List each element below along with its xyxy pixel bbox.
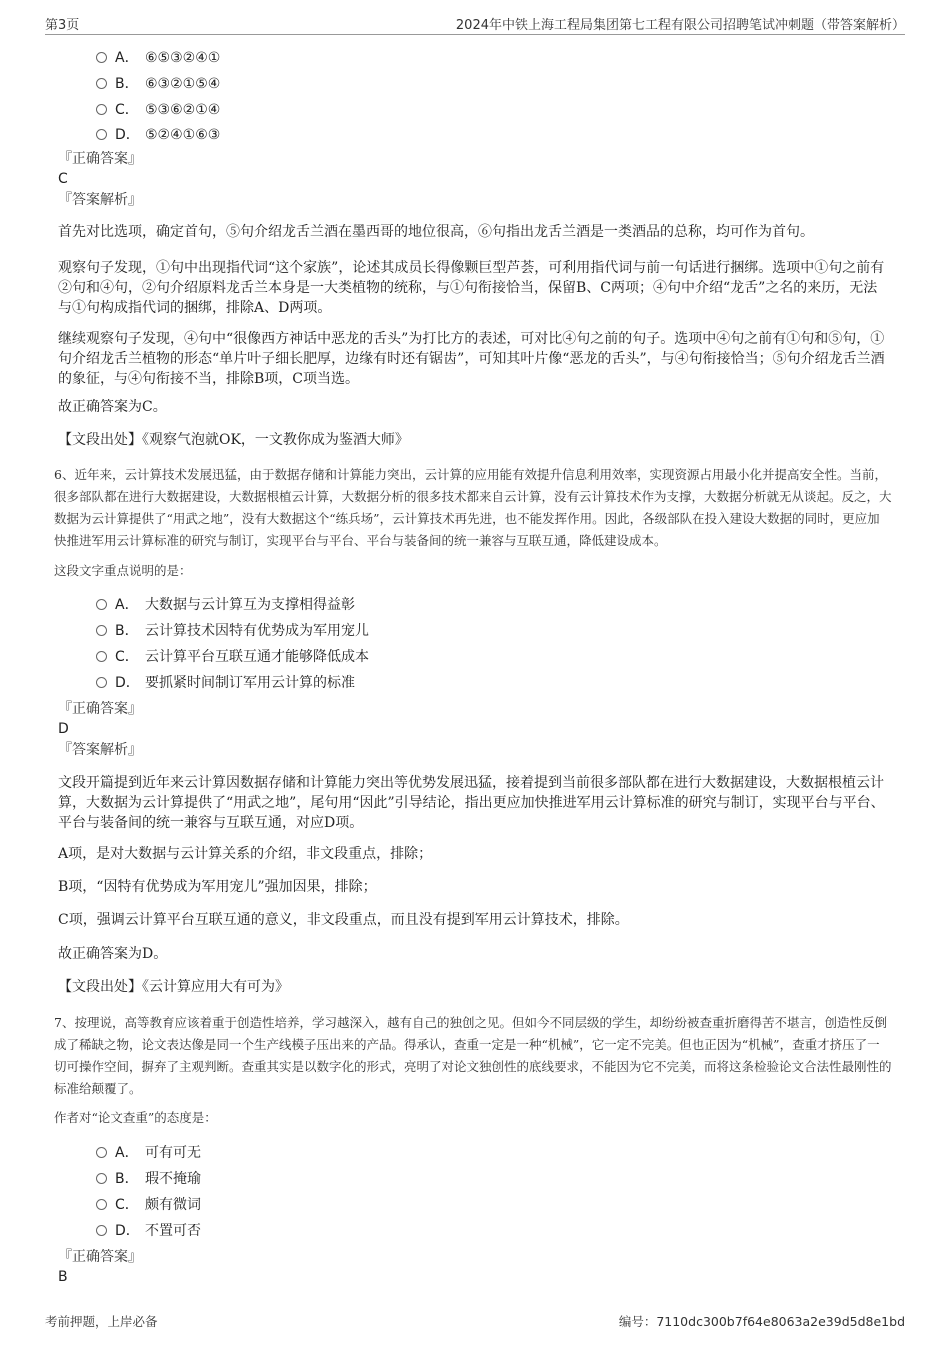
q7-answer-label: 『正确答案』 [58,1249,142,1265]
q6-answer: D [58,721,69,737]
q5-option-d[interactable]: D． ⑤②④①⑥③ [96,125,220,145]
q6-option-b[interactable]: B． 云计算技术因特有优势成为军用宠儿 [96,621,369,641]
q6-answer-label: 『正确答案』 [58,701,142,717]
q6-analysis-paragraph: C项，强调云计算平台互联互通的意义，非文段重点，而且没有提到军用云计算技术，排除。 [58,912,629,928]
radio-icon[interactable] [96,1199,107,1210]
radio-icon[interactable] [96,104,107,115]
q6-option-a[interactable]: A． 大数据与云计算互为支撑相得益彰 [96,595,355,615]
radio-icon[interactable] [96,677,107,688]
q6-source: 【文段出处】《云计算应用大有可为》 [58,979,289,995]
q5-analysis-paragraph: 首先对比选项，确定首句，⑤句介绍龙舌兰酒在墨西哥的地位很高，⑥句指出龙舌兰酒是一类酒品的总称，均可作为首句。 [58,224,814,240]
q7-question: 作者对“论文查重”的态度是： [54,1110,217,1125]
q7-answer: B [58,1269,68,1285]
q5-answer: C [58,171,68,187]
q7-option-b[interactable]: B． 瑕不掩瑜 [96,1169,201,1189]
q7-stem: 7、按理说，高等教育应该着重于创造性培养，学习越深入，越有自己的独创之见。但如今不同层级的学生，却纷纷被查重折磨得苦不堪言，创造性反倒成了稀缺之物，论文表达像是同一个生产线模子压出来的产品。得承认，查重一定是一种“机械”，它一定不完美。但也正因为“机械”，查重才挤压了一切可操作空间，摒弃了主观判断。查重其实是以数字化的形式，亮明了对论文独创性的底线要求，不能因为它不完美，而将这条检验论文合法性最刚性的标准给颠覆了。 [54,1015,892,1096]
q5-option-b[interactable]: B． ⑥③②①⑤④ [96,74,220,94]
q7-option-a[interactable]: A． 可有可无 [96,1143,201,1163]
q6-analysis-label: 『答案解析』 [58,742,142,758]
footer-slogan: 考前押题，上岸必备 [45,1314,158,1329]
radio-icon[interactable] [96,129,107,140]
q6-analysis-paragraph: 文段开篇提到近年来云计算因数据存储和计算能力突出等优势发展迅猛，接着提到当前很多部队都在进行大数据建设，大数据根植云计算，大数据为云计算提供了“用武之地”，尾句用“因此”引导结论，指出更应加快推进军用云计算标准的研究与制订，实现平台与平台、平台与装备间的统一兼容与互联互通，对应D项。 [58,775,885,831]
q6-question: 这段文字重点说明的是： [54,563,192,578]
q6-option-c[interactable]: C． 云计算平台互联互通才能够降低成本 [96,647,369,667]
q6-option-d[interactable]: D． 要抓紧时间制订军用云计算的标准 [96,673,355,693]
document-title: 2024年中铁上海工程局集团第七工程有限公司招聘笔试冲刺题（带答案解析） [455,18,905,33]
q6-analysis-conclusion: 故正确答案为D。 [58,946,168,962]
page-footer [45,1312,905,1332]
page-header [45,14,905,35]
radio-icon[interactable] [96,1147,107,1158]
q5-answer-label: 『正确答案』 [58,151,142,167]
radio-icon[interactable] [96,78,107,89]
q5-analysis-paragraph: 继续观察句子发现，④句中“很像西方神话中恶龙的舌头”为打比方的表述，可对比④句之前的句子。选项中④句之前有①句和⑤句，①句介绍龙舌兰植物的形态“单片叶子细长肥厚，边缘有时还有锯齿”，可知其叶片像“恶龙的舌头”，与④句衔接恰当；⑤句介绍龙舌兰酒的象征，与④句衔接不当，排除B项，C项当选。 [58,331,885,387]
q5-source: 【文段出处】《观察气泡就OK，一文教你成为鉴酒大师》 [58,432,409,448]
radio-icon[interactable] [96,1173,107,1184]
q6-analysis-paragraph: B项，“因特有优势成为军用宠儿”强加因果，排除； [58,879,377,895]
radio-icon[interactable] [96,1225,107,1236]
q5-analysis-conclusion: 故正确答案为C。 [58,399,167,415]
q5-analysis-label: 『答案解析』 [58,192,142,208]
q5-option-c[interactable]: C． ⑤③⑥②①④ [96,100,220,120]
radio-icon[interactable] [96,52,107,63]
footer-serial: 编号：7110dc300b7f64e8063a2e39d5d8e1bd [618,1314,905,1329]
radio-icon[interactable] [96,651,107,662]
q6-analysis-paragraph: A项，是对大数据与云计算关系的介绍，非文段重点，排除； [58,846,433,862]
radio-icon[interactable] [96,625,107,636]
radio-icon[interactable] [96,599,107,610]
q7-option-d[interactable]: D． 不置可否 [96,1221,201,1241]
q6-stem: 6、近年来，云计算技术发展迅猛，由于数据存储和计算能力突出，云计算的应用能有效提升信息利用效率，实现资源占用最小化并提高安全性。当前，很多部队都在进行大数据建设，大数据根植云计算，大数据分析的很多技术都来自云计算，没有云计算技术作为支撑，大数据分析就无从谈起。反之，大数据为云计算提供了“用武之地”，没有大数据这个“练兵场”，云计算技术再先进，也不能发挥作用。因此，各级部队在投入建设大数据的同时，更应加快推进军用云计算标准的研究与制订，实现平台与平台、平台与装备间的统一兼容与互联互通，降低建设成本。 [54,467,892,548]
q5-analysis-paragraph: 观察句子发现，①句中出现指代词“这个家族”，论述其成员长得像颗巨型芦荟，可利用指代词与前一句话进行捆绑。选项中①句之前有②句和④句，②句介绍原料龙舌兰本身是一大类植物的统称，与①句衔接恰当，保留B、C两项；④句中介绍“龙舌”之名的来历，无法与①句构成指代词的捆绑，排除A、D两项。 [58,260,885,316]
q7-option-c[interactable]: C． 颇有微词 [96,1195,201,1215]
page-number: 第3页 [45,18,80,33]
q5-option-a[interactable]: A． ⑥⑤③②④① [96,48,220,68]
